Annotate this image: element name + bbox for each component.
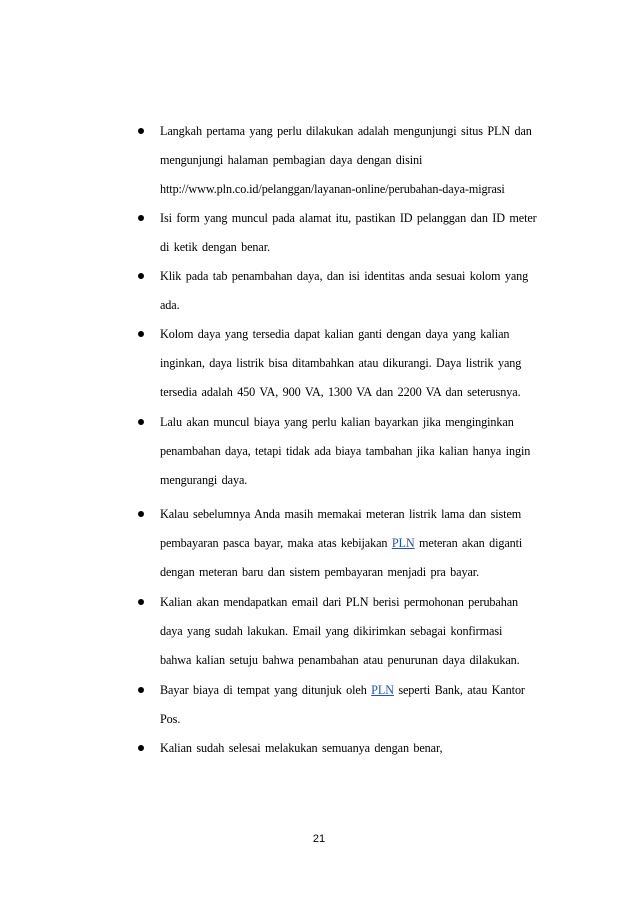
list-item-text (160, 262, 555, 320)
text-line: bahwa kalian setuju bahwa penambahan atau penurunan daya dilakukan. (160, 653, 520, 668)
list-item-text (160, 117, 555, 205)
text-segment: pembayaran pasca bayar, maka atas kebijakan (160, 536, 392, 551)
text-line: Langkah pertama yang perlu dilakukan adalah mengunjungi situs PLN dan (160, 124, 532, 138)
text-line: Isi form yang muncul pada alamat itu, pastikan ID pelanggan dan ID meter (160, 211, 537, 225)
text-segment: seperti Bank, atau Kantor (393, 683, 525, 697)
bullet-icon (138, 599, 144, 605)
text-line: mengunjungi halaman pembagian daya dengan disini (160, 153, 423, 168)
bullet-icon (138, 511, 144, 517)
list-item-text (160, 320, 555, 408)
text-line: Lalu akan muncul biaya yang perlu kalian bayarkan jika menginginkan (160, 415, 514, 429)
text-line: penambahan daya, tetapi tidak ada biaya tambahan jika kalian hanya ingin (160, 444, 531, 459)
text-line: Klik pada tab penambahan daya, dan isi identitas anda sesuai kolom yang (160, 269, 529, 283)
bullet-icon (138, 745, 144, 751)
bullet-icon (138, 687, 144, 693)
list-item-text (160, 204, 555, 262)
text-line (160, 529, 555, 558)
text-line: Kalian akan mendapatkan email dari PLN berisi permohonan perubahan (160, 595, 519, 609)
bullet-icon (138, 215, 144, 221)
text-segment: meteran akan diganti (414, 536, 523, 551)
text-line: tersedia adalah 450 VA, 900 VA, 1300 VA dan 2200 VA dan seterusnya. (160, 385, 521, 400)
page-number: 21 (312, 833, 326, 845)
text-line: dengan meteran baru dan sistem pembayaran menjadi pra bayar. (160, 565, 480, 580)
list-item-text (160, 500, 555, 588)
pln-link[interactable]: PLN (371, 683, 394, 697)
pln-link[interactable]: PLN (391, 536, 415, 551)
text-line (160, 676, 555, 705)
bullet-icon (138, 419, 144, 425)
list-item-text (160, 734, 555, 763)
text-line: ada. (160, 298, 180, 313)
text-segment: Bayar biaya di tempat yang ditunjuk oleh (160, 683, 372, 697)
bullet-icon (138, 128, 144, 134)
text-line: Pos. (160, 712, 181, 727)
text-line: di ketik dengan benar. (160, 240, 270, 255)
text-line: daya yang sudah lakukan. Email yang dikirimkan sebagai konfirmasi (160, 624, 503, 639)
text-line: Kolom daya yang tersedia dapat kalian ganti dengan daya yang kalian (160, 327, 510, 341)
list-item-text (160, 408, 555, 496)
text-line: inginkan, daya listrik bisa ditambahkan atau dikurangi. Daya listrik yang (160, 356, 522, 371)
text-line: Kalian sudah selesai melakukan semuanya dengan benar, (160, 741, 443, 755)
list-item-text (160, 588, 555, 676)
text-line: Kalau sebelumnya Anda masih memakai meteran listrik lama dan sistem (160, 507, 522, 521)
text-line: mengurangi daya. (160, 473, 248, 488)
list-item-text (160, 676, 555, 734)
bullet-icon (138, 273, 144, 279)
bullet-icon (138, 331, 144, 337)
url-text: http://www.pln.co.id/pelanggan/layanan-online/perubahan-daya-migrasi (160, 182, 505, 197)
